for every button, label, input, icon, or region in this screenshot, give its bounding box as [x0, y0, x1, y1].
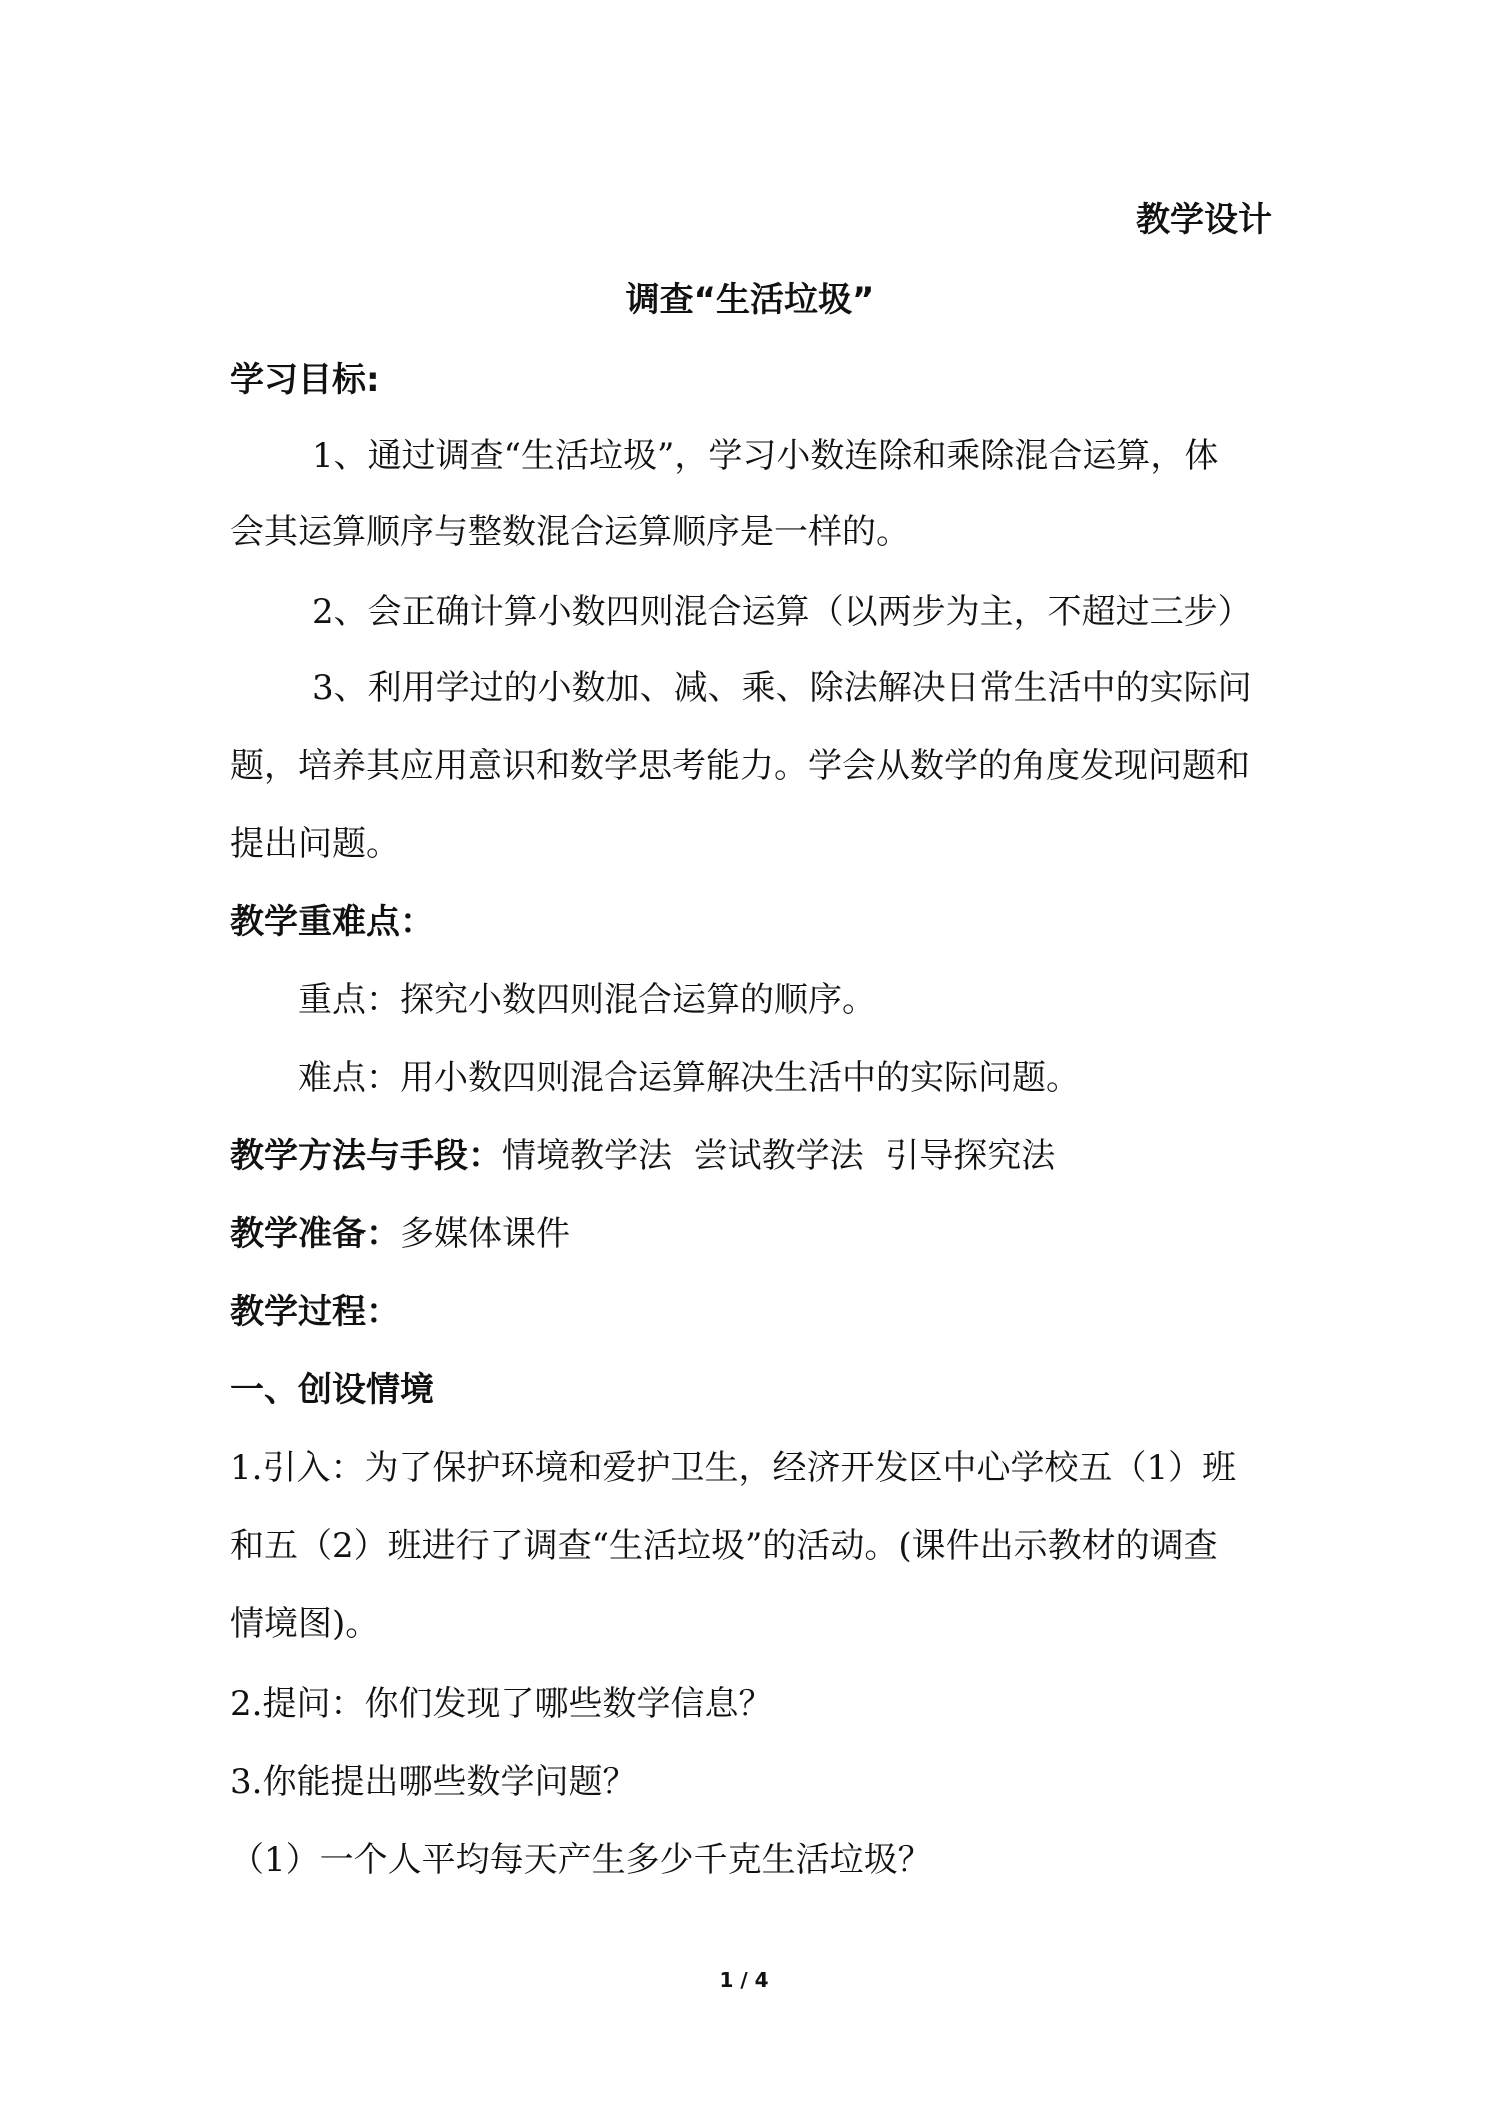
key-point-focus: 重点：探究小数四则混合运算的顺序。 [298, 980, 876, 1020]
process-line-3: 情境图)。 [230, 1604, 380, 1644]
section-heading-1: 一、创设情境 [230, 1370, 434, 1410]
objective-line-2: 会其运算顺序与整数混合运算顺序是一样的。 [230, 512, 910, 552]
process-line-6: （1）一个人平均每天产生多少千克生活垃圾？ [230, 1840, 932, 1880]
objectives-heading: 学习目标: [230, 360, 380, 400]
process-line-5: 3.你能提出哪些数学问题？ [230, 1762, 637, 1802]
methods-value: 情境教学法 尝试教学法 引导探究法 [502, 1136, 1056, 1176]
process-line-1: 1.引入：为了保护环境和爱护卫生，经济开发区中心学校五（1）班 [230, 1448, 1237, 1488]
methods-line [230, 1134, 1270, 1178]
objective-line-1: 1、通过调查“生活垃圾”，学习小数连除和乘除混合运算，体 [312, 436, 1219, 476]
page-indicator: 1 / 4 [719, 1968, 769, 1992]
document-title: 调查“生活垃圾” [625, 280, 875, 320]
objective-line-4: 3、利用学过的小数加、减、乘、除法解决日常生活中的实际问 [312, 668, 1252, 708]
objective-line-6: 提出问题。 [230, 824, 400, 864]
objective-line-3: 2、会正确计算小数四则混合运算（以两步为主，不超过三步） [312, 592, 1252, 632]
doc-type-label: 教学设计 [1136, 200, 1272, 240]
process-line-4: 2.提问：你们发现了哪些数学信息？ [230, 1684, 773, 1724]
methods-label: 教学方法与手段： [230, 1136, 502, 1176]
objective-line-5: 题，培养其应用意识和数学思考能力。学会从数学的角度发现问题和 [230, 746, 1250, 786]
preparation-line [230, 1212, 1270, 1256]
key-point-difficulty: 难点：用小数四则混合运算解决生活中的实际问题。 [298, 1058, 1080, 1098]
key-points-heading: 教学重难点： [230, 902, 434, 942]
preparation-label: 教学准备： [230, 1214, 400, 1254]
process-heading: 教学过程： [230, 1292, 400, 1332]
process-line-2: 和五（2）班进行了调查“生活垃圾”的活动。(课件出示教材的调查 [230, 1526, 1218, 1566]
preparation-value: 多媒体课件 [400, 1214, 570, 1254]
